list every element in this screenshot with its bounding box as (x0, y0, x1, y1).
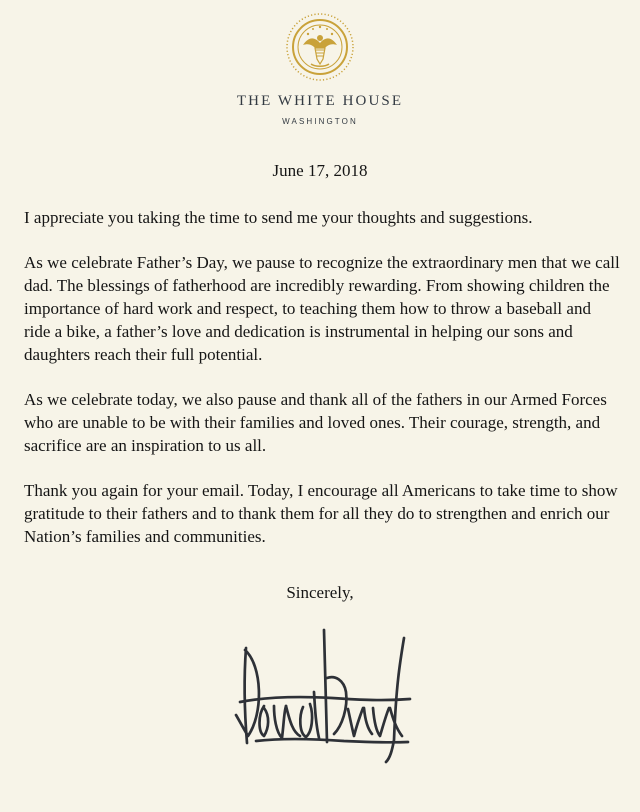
letter-body (24, 206, 620, 570)
letter-paragraph: Thank you again for your email. Today, I encourage all Americans to take time to show gratitude to their fathers and to thank them for all they do to strengthen and enrich our Nation’s families and communities. (24, 481, 618, 546)
organization-name: THE WHITE HOUSE (236, 93, 404, 109)
letter-paragraph: As we celebrate Father’s Day, we pause to recognize the extraordinary men that we call dad. The blessings of fatherhood are incredibly rewarding. From showing children the importance of hard work and respect, to teaching them how to throw a baseball and ride a bike, a father’s love and dedication is instrumental in helping our sons and daughters reach their full potential. (24, 253, 620, 364)
signature-icon (226, 620, 416, 770)
letter-paragraph: I appreciate you taking the time to send me your thoughts and suggestions. (24, 208, 533, 227)
organization-city: WASHINGTON (282, 117, 358, 126)
letterhead (0, 90, 640, 128)
letter-paragraph: As we celebrate today, we also pause and thank all of the fathers in our Armed Forces who are unable to be with their families and loved ones. Their courage, strength, and sacrifice are an inspiration to us all. (24, 390, 607, 455)
letter-closing: Sincerely, (286, 583, 354, 602)
letter-date: June 17, 2018 (272, 161, 368, 180)
presidential-seal-icon (285, 12, 355, 82)
